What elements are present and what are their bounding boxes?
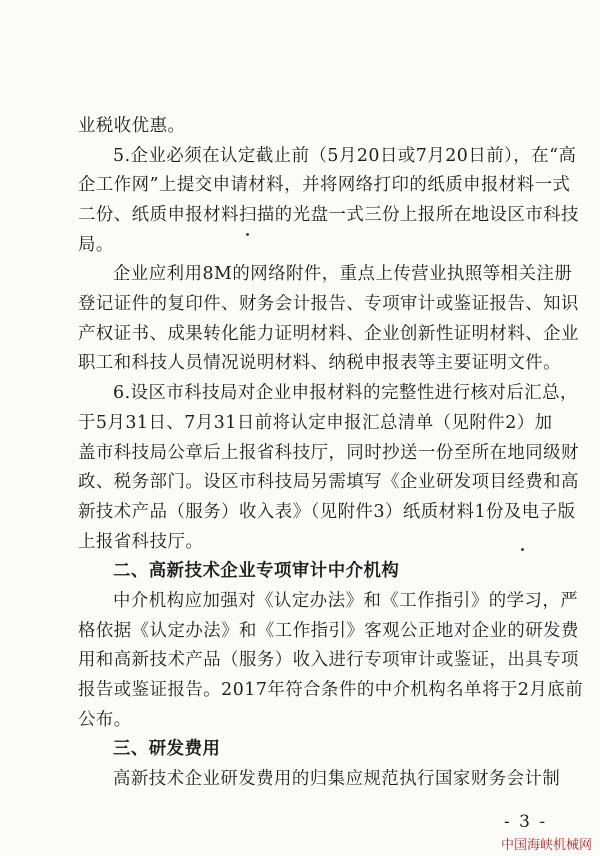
- text-line: 报告或鉴证报告。2017年符合条件的中介机构名单将于2月底前: [78, 680, 584, 700]
- text-line: 用和高新技术产品（服务）收入进行专项审计或鉴证，出具专项: [78, 650, 579, 670]
- text-line: 产权证书、成果转化能力证明材料、企业创新性证明材料、企业: [78, 324, 579, 344]
- text-line: 6.设区市科技局对企业申报材料的完整性进行核对后汇总，: [113, 383, 578, 403]
- text-line: 新技术产品（服务）收入表》（见附件3）纸质材料1份及电子版: [78, 502, 576, 522]
- text-line: 职工和科技人员情况说明材料、纳税申报表等主要证明文件。: [78, 353, 562, 373]
- text-line: 上报省科技厅。: [78, 532, 204, 552]
- text-line: 登记证件的复印件、财务会计报告、专项审计或鉴证报告、知识: [78, 294, 579, 314]
- text-line: 企工作网”上提交申请材料，并将网络打印的纸质申报材料一式: [78, 175, 571, 195]
- scan-speck: [521, 548, 524, 551]
- section-heading: 二、高新技术企业专项审计中介机构: [113, 561, 400, 581]
- text-line: 5.企业必须在认定截止前（5月20日或7月20日前），在“高: [113, 146, 577, 166]
- text-line: 二份、纸质申报材料扫描的光盘一式三份上报所在地设区市科技: [78, 205, 579, 225]
- scan-speck: [246, 233, 249, 236]
- text-line: 格依据《认定办法》和《工作指引》客观公正地对企业的研发费: [78, 621, 579, 641]
- text-line: 中介机构应加强对《认定办法》和《工作指引》的学习，严: [113, 591, 579, 611]
- section-heading: 三、研发费用: [113, 739, 221, 759]
- watermark: 中国海峡机械网: [500, 838, 592, 853]
- text-line: 局。: [78, 235, 114, 255]
- text-line: 盖市科技局公章后上报省科技厅，同时抄送一份至所在地同级财: [78, 443, 579, 463]
- text-line: 公布。: [78, 710, 132, 730]
- text-line: 业税收优惠。: [78, 116, 186, 136]
- text-line: 政、税务部门。设区市科技局另需填写《企业研发项目经费和高: [78, 472, 579, 492]
- text-line: 高新技术企业研发费用的归集应规范执行国家财务会计制: [113, 769, 561, 789]
- text-line: 企业应利用8M的网络附件，重点上传营业执照等相关注册: [113, 264, 573, 284]
- text-line: 于5月31日、7月31日前将认定申报汇总清单（见附件2）加: [78, 413, 553, 433]
- page-number: - 3 -: [504, 812, 548, 832]
